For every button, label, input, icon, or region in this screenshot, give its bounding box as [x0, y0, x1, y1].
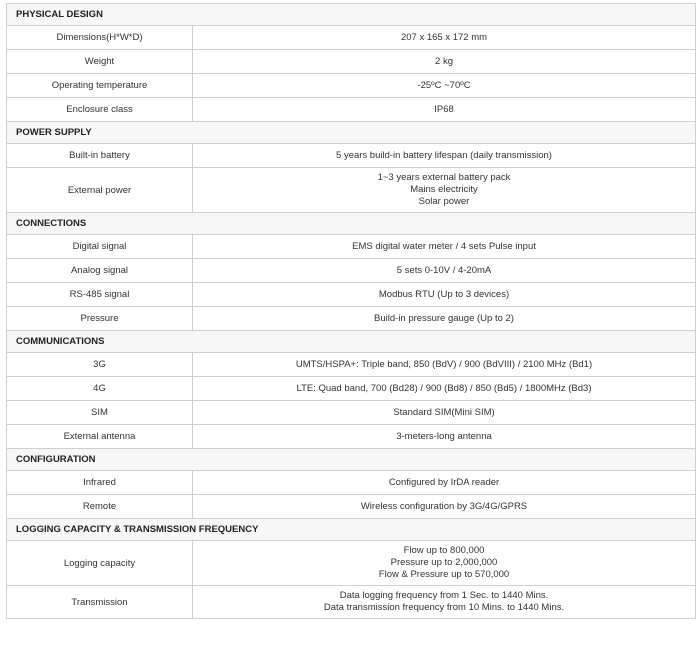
spec-label: Transmission	[7, 586, 193, 619]
spec-label: Operating temperature	[7, 74, 193, 98]
spec-value-line: Configured by IrDA reader	[388, 476, 500, 488]
spec-label: Dimensions(H*W*D)	[7, 26, 193, 50]
spec-row	[7, 259, 696, 283]
section-title: COMMUNICATIONS	[7, 331, 696, 353]
spec-row	[7, 401, 696, 425]
spec-row	[7, 26, 696, 50]
spec-value-line: Mains electricity	[410, 184, 478, 195]
spec-row	[7, 495, 696, 519]
spec-value	[193, 259, 696, 283]
spec-row	[7, 235, 696, 259]
spec-value-line: 3-meters-long antenna	[396, 430, 492, 442]
spec-value-line: Build-in pressure gauge (Up to 2)	[374, 312, 514, 324]
spec-row	[7, 283, 696, 307]
spec-label: RS-485 signal	[7, 283, 193, 307]
spec-value-line: Wireless configuration by 3G/4G/GPRS	[360, 500, 528, 512]
spec-label: Built-in battery	[7, 144, 193, 168]
section-header	[7, 213, 696, 235]
spec-value-line: 5 sets 0-10V / 4-20mA	[396, 264, 492, 276]
spec-value	[193, 425, 696, 449]
spec-label: SIM	[7, 401, 193, 425]
spec-row	[7, 353, 696, 377]
spec-value	[193, 74, 696, 98]
spec-value-line: IP68	[434, 103, 454, 115]
spec-label: Enclosure class	[7, 98, 193, 122]
spec-label: Infrared	[7, 471, 193, 495]
section-title: POWER SUPPLY	[7, 122, 696, 144]
spec-value-line: Standard SIM(Mini SIM)	[393, 406, 495, 418]
spec-value	[193, 50, 696, 74]
spec-table	[6, 3, 696, 619]
spec-value-line: UMTS/HSPA+: Triple band, 850 (BdV) / 900 (BdVIII) / 2100 MHz (Bd1)	[295, 358, 593, 370]
spec-value-line: 2 kg	[435, 55, 453, 67]
spec-value-line: Flow & Pressure up to 570,000	[378, 569, 510, 580]
spec-value-line: EMS digital water meter / 4 sets Pulse input	[352, 240, 536, 252]
spec-row	[7, 307, 696, 331]
spec-value-line: Data transmission frequency from 10 Mins. to 1440 Mins.	[323, 602, 565, 613]
spec-value	[193, 144, 696, 168]
spec-row	[7, 377, 696, 401]
spec-row	[7, 50, 696, 74]
spec-value	[193, 168, 696, 213]
spec-row	[7, 144, 696, 168]
spec-value	[193, 586, 696, 619]
spec-value-line: 207 x 165 x 172 mm	[400, 31, 488, 43]
spec-label: Logging capacity	[7, 541, 193, 586]
spec-label: External antenna	[7, 425, 193, 449]
spec-value	[193, 377, 696, 401]
spec-value	[193, 541, 696, 586]
spec-value	[193, 353, 696, 377]
spec-value	[193, 495, 696, 519]
spec-row	[7, 586, 696, 619]
section-header	[7, 122, 696, 144]
section-header	[7, 331, 696, 353]
spec-label: Remote	[7, 495, 193, 519]
section-header	[7, 4, 696, 26]
section-title: CONNECTIONS	[7, 213, 696, 235]
spec-value	[193, 235, 696, 259]
spec-label: Analog signal	[7, 259, 193, 283]
spec-value-line: LTE: Quad band, 700 (Bd28) / 900 (Bd8) / 850 (Bd5) / 1800MHz (Bd3)	[296, 382, 592, 394]
spec-value-line: Pressure up to 2,000,000	[390, 557, 498, 568]
spec-value-line: Data logging frequency from 1 Sec. to 1440 Mins.	[339, 590, 549, 601]
spec-label: Pressure	[7, 307, 193, 331]
spec-value-line: 1~3 years external battery pack	[377, 172, 511, 183]
spec-label: 4G	[7, 377, 193, 401]
section-title: LOGGING CAPACITY & TRANSMISSION FREQUENCY	[7, 519, 696, 541]
spec-value	[193, 401, 696, 425]
spec-row	[7, 168, 696, 213]
spec-value	[193, 98, 696, 122]
spec-label: Digital signal	[7, 235, 193, 259]
spec-row	[7, 98, 696, 122]
spec-label: Weight	[7, 50, 193, 74]
spec-value-line: Solar power	[418, 196, 470, 207]
spec-value-line: -25ºC ~70ºC	[417, 79, 471, 91]
section-header	[7, 519, 696, 541]
spec-value-line: Flow up to 800,000	[403, 545, 485, 556]
spec-value-line: 5 years build-in battery lifespan (daily transmission)	[336, 149, 552, 161]
section-title: CONFIGURATION	[7, 449, 696, 471]
spec-row	[7, 425, 696, 449]
spec-row	[7, 471, 696, 495]
spec-label: External power	[7, 168, 193, 213]
spec-value	[193, 283, 696, 307]
spec-value	[193, 471, 696, 495]
spec-value-line: Modbus RTU (Up to 3 devices)	[378, 288, 510, 300]
spec-value	[193, 307, 696, 331]
spec-row	[7, 74, 696, 98]
spec-value	[193, 26, 696, 50]
spec-label: 3G	[7, 353, 193, 377]
spec-row	[7, 541, 696, 586]
section-title: PHYSICAL DESIGN	[7, 4, 696, 26]
section-header	[7, 449, 696, 471]
